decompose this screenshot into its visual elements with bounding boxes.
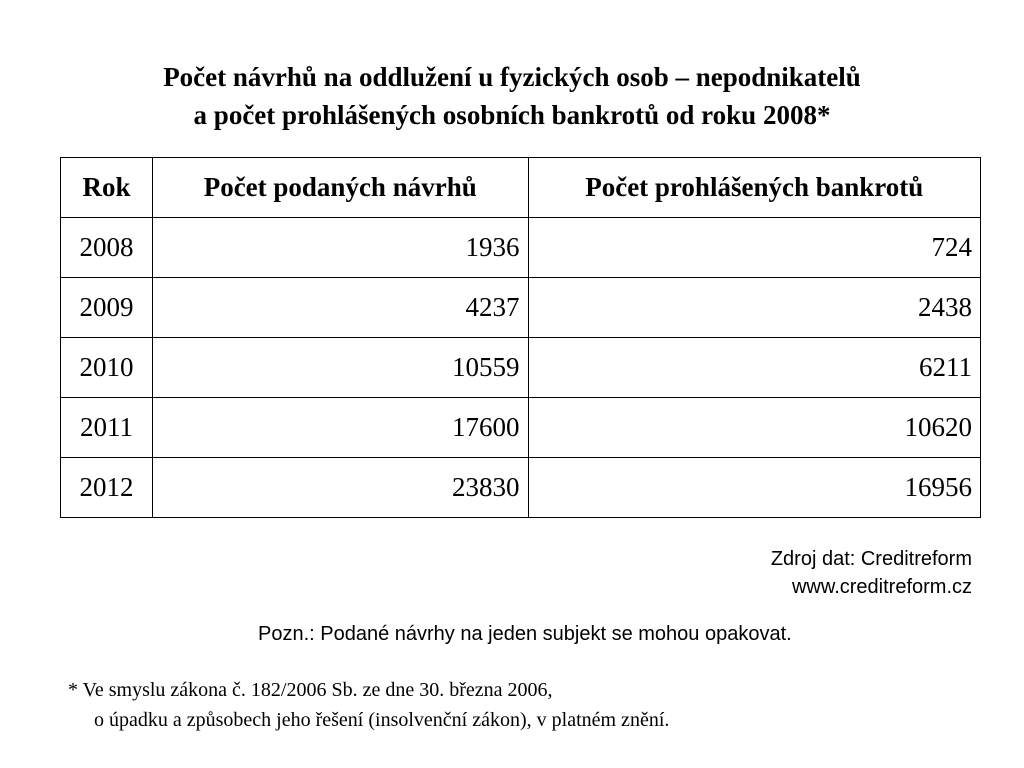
table-row bbox=[61, 458, 981, 518]
title-line-2: a počet prohlášených osobních bankrotů od roku 2008* bbox=[193, 100, 831, 130]
declared-bankruptcies-cell: 16956 bbox=[528, 458, 981, 518]
table-row bbox=[61, 338, 981, 398]
declared-bankruptcies-cell: 2438 bbox=[528, 278, 981, 338]
column-header-filed-proposals: Počet podaných návrhů bbox=[152, 158, 528, 218]
footnote-line-1: * Ve smyslu zákona č. 182/2006 Sb. ze dne 30. března 2006, bbox=[68, 679, 553, 701]
year-cell: 2009 bbox=[61, 278, 153, 338]
filed-proposals-cell: 17600 bbox=[152, 398, 528, 458]
filed-proposals-cell: 1936 bbox=[152, 218, 528, 278]
column-header-year: Rok bbox=[61, 158, 153, 218]
year-cell: 2010 bbox=[61, 338, 153, 398]
year-cell: 2008 bbox=[61, 218, 153, 278]
note-text: Pozn.: Podané návrhy na jeden subjekt se mohou opakovat. bbox=[258, 623, 792, 645]
table-row bbox=[61, 278, 981, 338]
column-header-declared-bankruptcies: Počet prohlášených bankrotů bbox=[528, 158, 981, 218]
data-source bbox=[771, 545, 972, 601]
filed-proposals-cell: 4237 bbox=[152, 278, 528, 338]
table-header-row bbox=[61, 158, 981, 218]
declared-bankruptcies-cell: 10620 bbox=[528, 398, 981, 458]
filed-proposals-cell: 23830 bbox=[152, 458, 528, 518]
data-table bbox=[60, 157, 981, 518]
filed-proposals-cell: 10559 bbox=[152, 338, 528, 398]
footnote-line-2: o úpadku a způsobech jeho řešení (insolvenční zákon), v platném znění. bbox=[94, 709, 670, 731]
declared-bankruptcies-cell: 6211 bbox=[528, 338, 981, 398]
chart-title bbox=[0, 58, 1024, 134]
year-cell: 2012 bbox=[61, 458, 153, 518]
table-row bbox=[61, 218, 981, 278]
table-row bbox=[61, 398, 981, 458]
footnote bbox=[68, 675, 669, 735]
title-line-1: Počet návrhů na oddlužení u fyzických osob – nepodnikatelů bbox=[163, 62, 861, 92]
source-url: www.creditreform.cz bbox=[791, 576, 972, 598]
declared-bankruptcies-cell: 724 bbox=[528, 218, 981, 278]
year-cell: 2011 bbox=[61, 398, 153, 458]
source-label: Zdroj dat: Creditreform bbox=[770, 548, 972, 570]
